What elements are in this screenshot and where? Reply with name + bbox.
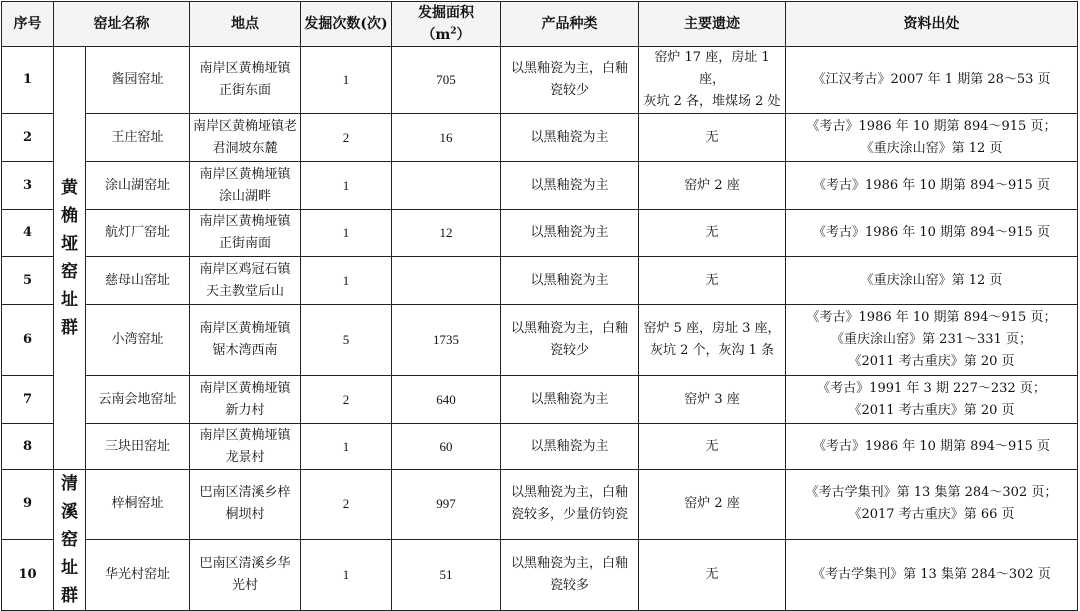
- excavation-times: 1: [301, 257, 392, 305]
- source-reference: [786, 162, 1078, 210]
- table-row: [2, 162, 1078, 210]
- cell-line: 瓷较少: [549, 343, 589, 358]
- group-name: [54, 470, 86, 611]
- cell-line: 《考古学集刊》第 13 集第 284～302 页；: [805, 485, 1058, 501]
- excavation-times: 2: [301, 376, 392, 424]
- cell-line: 《考古》1991 年 3 期 227～232 页；: [817, 380, 1046, 396]
- group-name-char: 群: [61, 318, 78, 338]
- site-name: 华光村窑址: [86, 539, 190, 610]
- cell-line: 南岸区黄桷垭镇: [199, 321, 291, 336]
- site-location: [190, 305, 301, 376]
- cell-line: 以黑釉瓷为主: [530, 438, 609, 454]
- cell-line: 锯木湾西南: [212, 343, 278, 358]
- source-reference: [786, 424, 1078, 470]
- cell-line: 无: [705, 272, 719, 288]
- excavation-area: 1735: [392, 305, 501, 376]
- group-name-char: 溪: [61, 502, 78, 522]
- group-name-char: 址: [61, 558, 78, 578]
- product-type: [501, 305, 639, 376]
- group-name-char: 窑: [61, 262, 78, 282]
- cell-line: 无: [705, 129, 719, 145]
- group-name: [54, 47, 86, 470]
- table-row: [2, 114, 1078, 162]
- row-number: 2: [2, 114, 54, 162]
- cell-line: 灰坑 2 各，堆煤场 2 处: [643, 94, 781, 109]
- cell-line: 《江汉考古》2007 年 1 期第 28～53 页: [812, 72, 1051, 87]
- kiln-sites-table: [1, 1, 1078, 611]
- main-remains: [639, 257, 786, 305]
- cell-line: 南岸区黄桷垭镇: [199, 427, 291, 443]
- header-location: 地点: [190, 2, 301, 47]
- excavation-times: 1: [301, 210, 392, 257]
- excavation-times: 5: [301, 305, 392, 376]
- cell-line: 《考古》1986 年 10 期第 894～915 页；: [806, 118, 1057, 134]
- source-reference: [786, 257, 1078, 305]
- cell-line: 无: [705, 566, 719, 582]
- main-remains: [639, 162, 786, 210]
- cell-line: 灰坑 2 个，灰沟 1 条: [649, 343, 775, 358]
- cell-line: 巴南区清溪乡梓: [199, 485, 291, 501]
- cell-line: 以黑釉瓷为主，白釉: [510, 485, 628, 501]
- row-number: 10: [2, 539, 54, 610]
- source-reference: [786, 114, 1078, 162]
- site-location: [190, 470, 301, 540]
- product-type: [501, 470, 639, 540]
- site-name: 王庄窑址: [86, 114, 190, 162]
- cell-line: 《考古》1986 年 10 期第 894～915 页: [813, 438, 1050, 454]
- group-name-char: 桷: [61, 206, 78, 226]
- excavation-area: [392, 162, 501, 210]
- site-name: 航灯厂窑址: [86, 210, 190, 257]
- cell-line: 光村: [231, 577, 258, 593]
- site-name: 小湾窑址: [86, 305, 190, 376]
- main-remains: [639, 114, 786, 162]
- group-name-char: 群: [61, 586, 78, 606]
- source-reference: [786, 470, 1078, 540]
- site-location: [190, 257, 301, 305]
- row-number: 7: [2, 376, 54, 424]
- cell-line: 巴南区清溪乡华: [199, 555, 291, 571]
- site-name: 云南会地窑址: [86, 376, 190, 424]
- site-location: [190, 539, 301, 610]
- source-reference: [786, 210, 1078, 257]
- cell-line: 《考古学集刊》第 13 集第 284～302 页: [812, 566, 1051, 582]
- excavation-times: 1: [301, 47, 392, 114]
- product-type: [501, 539, 639, 610]
- site-location: [190, 114, 301, 162]
- table-row: [2, 210, 1078, 257]
- row-number: 3: [2, 162, 54, 210]
- excavation-area: 51: [392, 539, 501, 610]
- site-location: [190, 162, 301, 210]
- cell-line: 以黑釉瓷为主: [530, 225, 609, 240]
- site-location: [190, 210, 301, 257]
- row-number: 9: [2, 470, 54, 540]
- main-remains: [639, 47, 786, 114]
- product-type: [501, 424, 639, 470]
- product-type: [501, 47, 639, 114]
- site-location: [190, 47, 301, 114]
- cell-line: 瓷较少: [549, 83, 589, 98]
- cell-line: 南岸区黄桷垭镇: [199, 61, 291, 76]
- main-remains: [639, 424, 786, 470]
- product-type: [501, 162, 639, 210]
- group-name-char: 垭: [61, 234, 78, 254]
- cell-line: 《重庆涂山窑》第 231～331 页；: [831, 332, 1032, 347]
- table-row: [2, 539, 1078, 610]
- cell-line: 以黑釉瓷为主: [530, 272, 609, 288]
- product-type: [501, 376, 639, 424]
- table-row: [2, 47, 1078, 114]
- cell-line: 龙景村: [225, 449, 265, 465]
- cell-line: 以黑釉瓷为主: [530, 391, 609, 407]
- excavation-area: 640: [392, 376, 501, 424]
- group-name-char: 清: [61, 474, 78, 494]
- cell-line: 《重庆涂山窑》第 12 页: [860, 140, 1003, 156]
- main-remains: [639, 376, 786, 424]
- cell-line: 新力村: [225, 402, 265, 418]
- main-remains: [639, 305, 786, 376]
- cell-line: 以黑釉瓷为主，白釉: [510, 61, 628, 76]
- excavation-area: 16: [392, 114, 501, 162]
- cell-line: 以黑釉瓷为主，白釉: [510, 555, 628, 571]
- group-name-char: 窑: [61, 530, 78, 550]
- excavation-area: [392, 257, 501, 305]
- table-row: [2, 424, 1078, 470]
- cell-line: 《考古》1986 年 10 期第 894～915 页；: [806, 310, 1057, 325]
- cell-line: 以黑釉瓷为主: [530, 177, 609, 193]
- main-remains: [639, 470, 786, 540]
- cell-line: 桐坝村: [225, 507, 265, 523]
- excavation-times: 2: [301, 470, 392, 540]
- cell-line: 《2011 考古重庆》第 20 页: [848, 402, 1015, 418]
- cell-line: 正街东面: [218, 83, 271, 98]
- cell-line: 涂山湖畔: [218, 188, 271, 204]
- cell-line: 瓷较多，少量仿钧瓷: [510, 507, 628, 523]
- excavation-times: 1: [301, 424, 392, 470]
- table-row: [2, 257, 1078, 305]
- excavation-area: 60: [392, 424, 501, 470]
- cell-line: 以黑釉瓷为主: [530, 129, 609, 145]
- excavation-area: 997: [392, 470, 501, 540]
- cell-line: 《考古》1986 年 10 期第 894～915 页: [813, 225, 1050, 240]
- excavation-area: 12: [392, 210, 501, 257]
- header-area-suffix: ）: [456, 27, 471, 43]
- cell-line: 《2017 考古重庆》第 66 页: [848, 507, 1015, 523]
- product-type: [501, 257, 639, 305]
- table-row: [2, 470, 1078, 540]
- table-body: [2, 47, 1078, 611]
- group-name-char: 黄: [61, 178, 78, 198]
- product-type: [501, 114, 639, 162]
- source-reference: [786, 47, 1078, 114]
- header-product-type: 产品种类: [501, 2, 639, 47]
- header-area-prefix: 发掘面积（m: [418, 5, 474, 43]
- excavation-times: 2: [301, 114, 392, 162]
- excavation-times: 1: [301, 162, 392, 210]
- row-number: 1: [2, 47, 54, 114]
- cell-line: 《重庆涂山窑》第 12 页: [860, 272, 1003, 288]
- site-location: [190, 376, 301, 424]
- cell-line: 无: [705, 225, 719, 240]
- cell-line: 南岸区黄桷垭镇: [199, 214, 291, 229]
- cell-line: 窑炉 2 座: [684, 177, 740, 193]
- cell-line: 君洞坡东麓: [212, 140, 278, 156]
- source-reference: [786, 376, 1078, 424]
- site-location: [190, 424, 301, 470]
- table-row: [2, 376, 1078, 424]
- header-area-sup: 2: [450, 26, 457, 37]
- cell-line: 《考古》1986 年 10 期第 894～915 页: [813, 177, 1050, 193]
- row-number: 4: [2, 210, 54, 257]
- table-row: [2, 305, 1078, 376]
- cell-line: 天主教堂后山: [205, 283, 284, 299]
- header-main-remains: 主要遗迹: [639, 2, 786, 47]
- cell-line: 南岸区鸡冠石镇: [199, 261, 291, 277]
- site-name: 涂山湖窑址: [86, 162, 190, 210]
- header-excavation-times: 发掘次数(次): [301, 2, 392, 47]
- cell-line: 窑炉 3 座: [684, 391, 740, 407]
- header-excavation-area: [392, 2, 501, 47]
- cell-line: 南岸区黄桷垭镇老: [193, 118, 298, 134]
- cell-line: 南岸区黄桷垭镇: [199, 166, 291, 182]
- row-number: 5: [2, 257, 54, 305]
- source-reference: [786, 539, 1078, 610]
- cell-line: 瓷较多: [549, 577, 589, 593]
- cell-line: 窑炉 17 座，房址 1 座，: [654, 50, 770, 87]
- header-no: 序号: [2, 2, 54, 47]
- header-source: 资料出处: [786, 2, 1078, 47]
- product-type: [501, 210, 639, 257]
- site-name: 梓桐窑址: [86, 470, 190, 540]
- main-remains: [639, 210, 786, 257]
- cell-line: 南岸区黄桷垭镇: [199, 380, 291, 396]
- source-reference: [786, 305, 1078, 376]
- cell-line: 窑炉 2 座: [684, 496, 740, 512]
- header-row: [2, 2, 1078, 47]
- row-number: 8: [2, 424, 54, 470]
- cell-line: 窑炉 5 座，房址 3 座，: [643, 321, 781, 336]
- cell-line: 无: [705, 438, 719, 454]
- site-name: 三块田窑址: [86, 424, 190, 470]
- cell-line: 正街南面: [218, 236, 271, 251]
- site-name: 慈母山窑址: [86, 257, 190, 305]
- excavation-area: 705: [392, 47, 501, 114]
- group-name-char: 址: [61, 290, 78, 310]
- site-name: 酱园窑址: [86, 47, 190, 114]
- cell-line: 以黑釉瓷为主，白釉: [510, 321, 628, 336]
- cell-line: 《2011 考古重庆》第 20 页: [848, 354, 1015, 369]
- row-number: 6: [2, 305, 54, 376]
- main-remains: [639, 539, 786, 610]
- header-site-name: 窑址名称: [54, 2, 190, 47]
- excavation-times: 1: [301, 539, 392, 610]
